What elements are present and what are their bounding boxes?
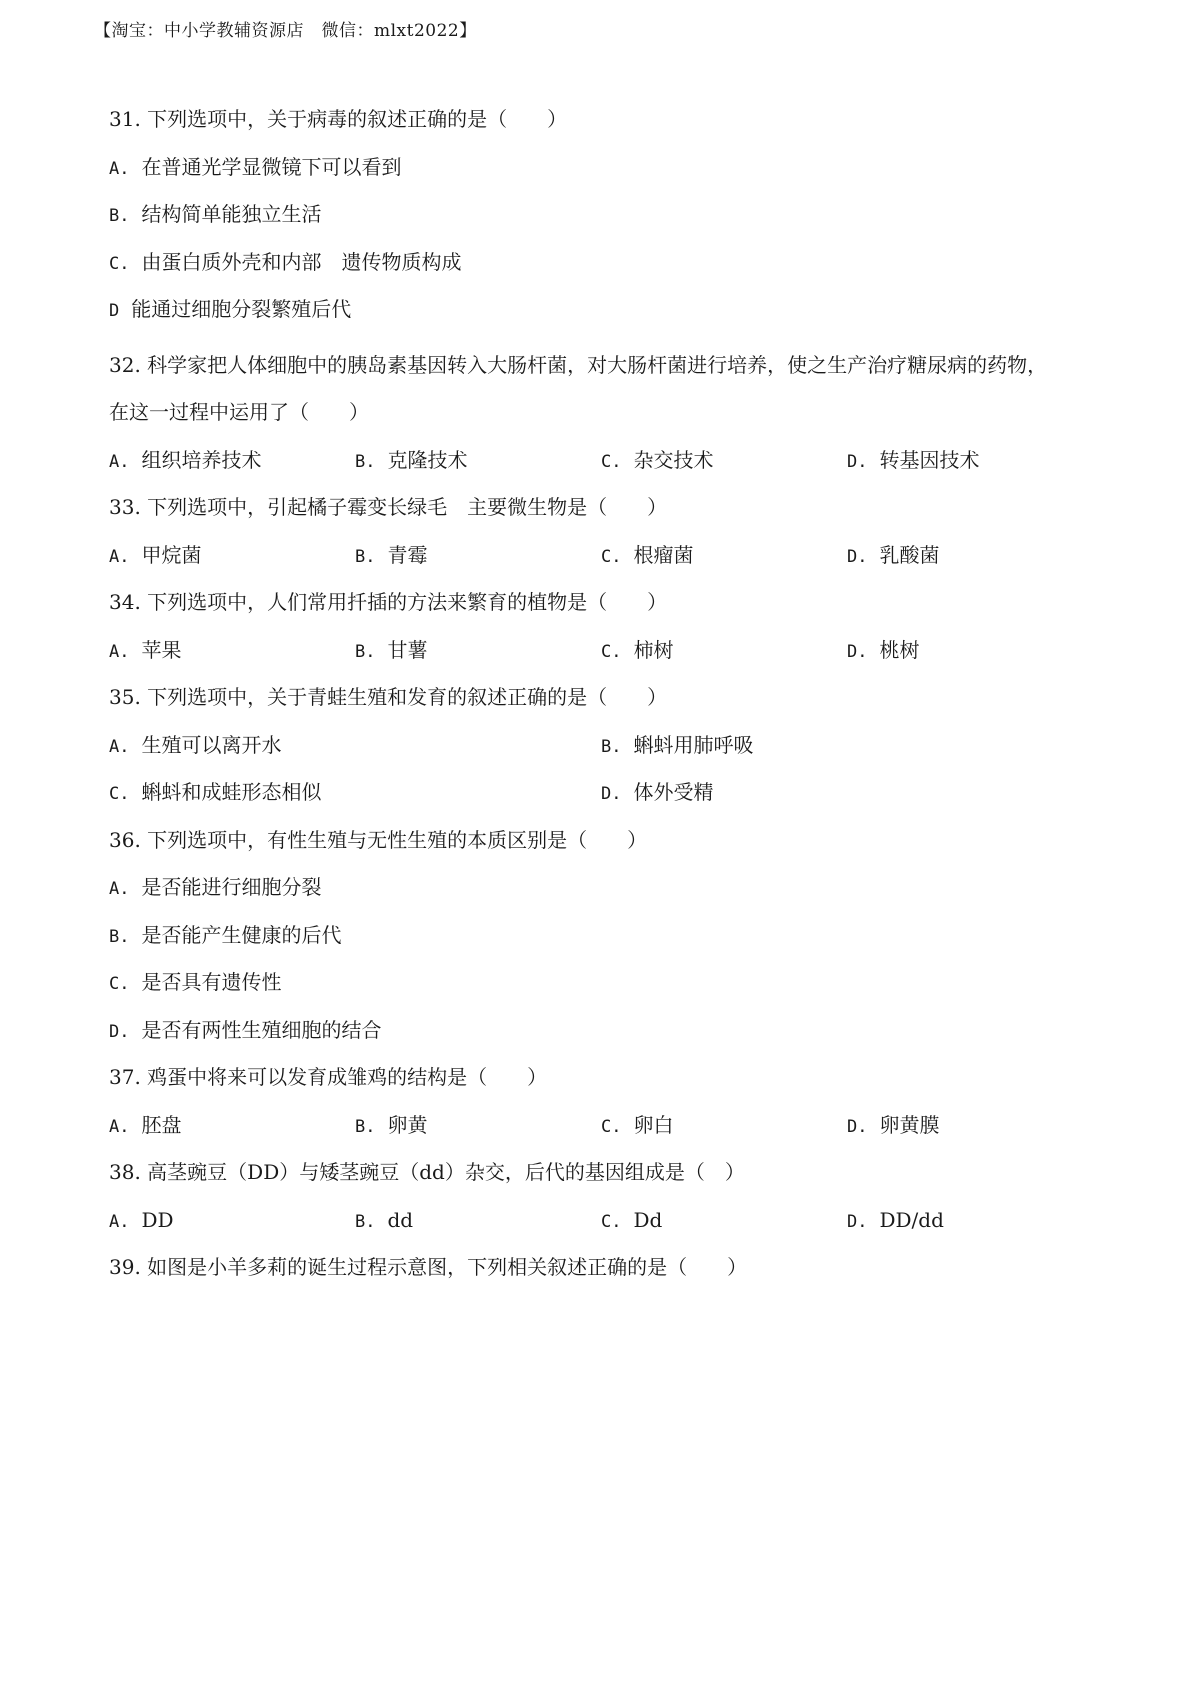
options-row (109, 532, 1109, 580)
option-text: 是否有两性生殖细胞的结合 (141, 1017, 382, 1042)
option-text: 是否具有遗传性 (141, 970, 282, 994)
option-c (109, 959, 1109, 1007)
option-label: B. (601, 736, 622, 757)
option-text: 是否能进行细胞分裂 (141, 875, 322, 899)
option-text: 卵黄 (387, 1112, 428, 1137)
option-a (109, 437, 355, 485)
question-39 (109, 1244, 1109, 1292)
option-label: C. (109, 784, 130, 804)
option-label: A. (109, 546, 130, 567)
option-c (601, 627, 847, 675)
option-text: 胚盘 (141, 1112, 182, 1137)
option-text: 在普通光学显微镜下可以看到 (141, 154, 402, 179)
option-text: 组织培养技术 (141, 447, 262, 472)
option-b (601, 722, 1093, 770)
option-b (355, 1102, 601, 1150)
option-label: D. (847, 451, 868, 472)
question-36 (109, 817, 1109, 1055)
option-label: C. (601, 1211, 622, 1232)
option-d (847, 1197, 1093, 1245)
question-list (109, 96, 1109, 1292)
option-text: 蝌蚪用肺呼吸 (633, 732, 754, 757)
option-d (109, 1007, 1109, 1055)
option-text: 是否能产生健康的后代 (141, 922, 342, 947)
options-row (109, 1197, 1109, 1245)
option-a (109, 1197, 355, 1245)
option-label: C. (601, 1116, 622, 1137)
option-text: 苹果 (141, 637, 182, 662)
option-text: 柿树 (633, 637, 674, 662)
option-a (109, 864, 1109, 912)
option-label: C. (601, 451, 622, 472)
question-stem: 35. 下列选项中，关于青蛙生殖和发育的叙述正确的是（ ） (109, 685, 668, 709)
options-row (109, 722, 1109, 770)
page-header: 【淘宝：中小学教辅资源店 微信：mlxt2022】 (94, 21, 477, 41)
option-d (847, 627, 1093, 675)
option-label: A. (109, 1211, 130, 1232)
option-b (355, 437, 601, 485)
question-33 (109, 484, 1109, 579)
question-35 (109, 674, 1109, 817)
option-c (109, 239, 1109, 287)
option-a (109, 722, 601, 770)
option-label: A. (109, 736, 130, 757)
option-c (601, 532, 847, 580)
question-34 (109, 579, 1109, 674)
option-label: C. (601, 546, 622, 567)
option-text: DD (141, 1207, 174, 1232)
option-text: DD/dd (879, 1207, 944, 1232)
question-stem: 38. 高茎豌豆（DD）与矮茎豌豆（dd）杂交，后代的基因组成是（ ） (109, 1160, 745, 1184)
option-label: D (109, 301, 120, 321)
options-row (109, 769, 1109, 817)
option-label: D. (847, 641, 868, 662)
option-text: Dd (633, 1207, 663, 1232)
option-a (109, 144, 1109, 192)
option-label: A. (109, 1116, 130, 1137)
options-row (109, 1102, 1109, 1150)
option-b (355, 532, 601, 580)
option-text: 生殖可以离开水 (141, 732, 282, 757)
option-label: B. (355, 546, 376, 567)
option-text: 甲烷菌 (141, 542, 202, 567)
option-text: 根瘤菌 (633, 542, 694, 567)
option-label: D. (847, 1116, 868, 1137)
option-b (355, 1197, 601, 1245)
option-b (109, 191, 1109, 239)
question-stem: 37. 鸡蛋中将来可以发育成雏鸡的结构是（ ） (109, 1065, 548, 1089)
option-d (601, 769, 1093, 817)
option-label: A. (109, 451, 130, 472)
question-stem: 31. 下列选项中，关于病毒的叙述正确的是（ ） (109, 107, 568, 131)
question-stem: 32. 科学家把人体细胞中的胰岛素基因转入大肠杆菌，对大肠杆菌进行培养，使之生产治疗糖尿病的药物， (109, 352, 1048, 377)
option-label: A. (109, 879, 130, 899)
option-text: 转基因技术 (879, 447, 980, 472)
question-stem-continued: 在这一过程中运用了（ ） (109, 400, 369, 424)
option-text: 蝌蚪和成蛙形态相似 (141, 780, 322, 804)
option-label: B. (109, 926, 130, 947)
option-label: A. (109, 641, 130, 662)
option-label: B. (355, 1116, 376, 1137)
question-stem: 36. 下列选项中，有性生殖与无性生殖的本质区别是（ ） (109, 827, 648, 852)
option-text: 乳酸菌 (879, 542, 940, 567)
option-label: A. (109, 158, 130, 179)
option-label: C. (109, 253, 130, 274)
option-label: D. (109, 1021, 130, 1042)
option-text: 甘薯 (387, 637, 428, 662)
option-label: D. (847, 1211, 868, 1232)
option-text: 青霉 (387, 542, 428, 567)
option-label: D. (847, 546, 868, 567)
option-text: 杂交技术 (633, 447, 714, 472)
option-c (601, 1197, 847, 1245)
option-text: 结构简单能独立生活 (141, 202, 322, 226)
option-text: 克隆技术 (387, 447, 468, 472)
option-c (109, 769, 601, 817)
option-d (847, 1102, 1093, 1150)
option-b (109, 912, 1109, 960)
option-text: 卵白 (633, 1112, 674, 1137)
option-b (355, 627, 601, 675)
option-c (601, 437, 847, 485)
option-text: 体外受精 (633, 780, 714, 804)
question-stem: 33. 下列选项中，引起橘子霉变长绿毛 主要微生物是（ ） (109, 495, 668, 519)
option-d (847, 437, 1093, 485)
option-d (847, 532, 1093, 580)
question-37 (109, 1054, 1109, 1149)
option-a (109, 627, 355, 675)
option-text: 由蛋白质外壳和内部 遗传物质构成 (141, 249, 462, 274)
option-a (109, 532, 355, 580)
option-label: D. (601, 784, 622, 804)
option-c (601, 1102, 847, 1150)
options-row (109, 627, 1109, 675)
option-text: 卵黄膜 (879, 1112, 940, 1137)
question-32 (109, 342, 1109, 485)
question-31 (109, 96, 1109, 334)
option-label: C. (601, 641, 622, 662)
option-text: 桃树 (879, 637, 920, 662)
option-label: B. (355, 451, 376, 472)
option-text: 能通过细胞分裂繁殖后代 (131, 297, 352, 321)
option-d (109, 286, 1109, 334)
option-text: dd (387, 1207, 414, 1232)
option-label: B. (355, 641, 376, 662)
options-row (109, 437, 1109, 485)
option-label: B. (355, 1211, 376, 1232)
question-stem: 39. 如图是小羊多莉的诞生过程示意图，下列相关叙述正确的是（ ） (109, 1255, 748, 1279)
option-label: B. (109, 206, 130, 226)
option-a (109, 1102, 355, 1150)
question-38 (109, 1149, 1109, 1244)
option-label: C. (109, 974, 130, 994)
question-stem: 34. 下列选项中，人们常用扦插的方法来繁育的植物是（ ） (109, 590, 668, 614)
